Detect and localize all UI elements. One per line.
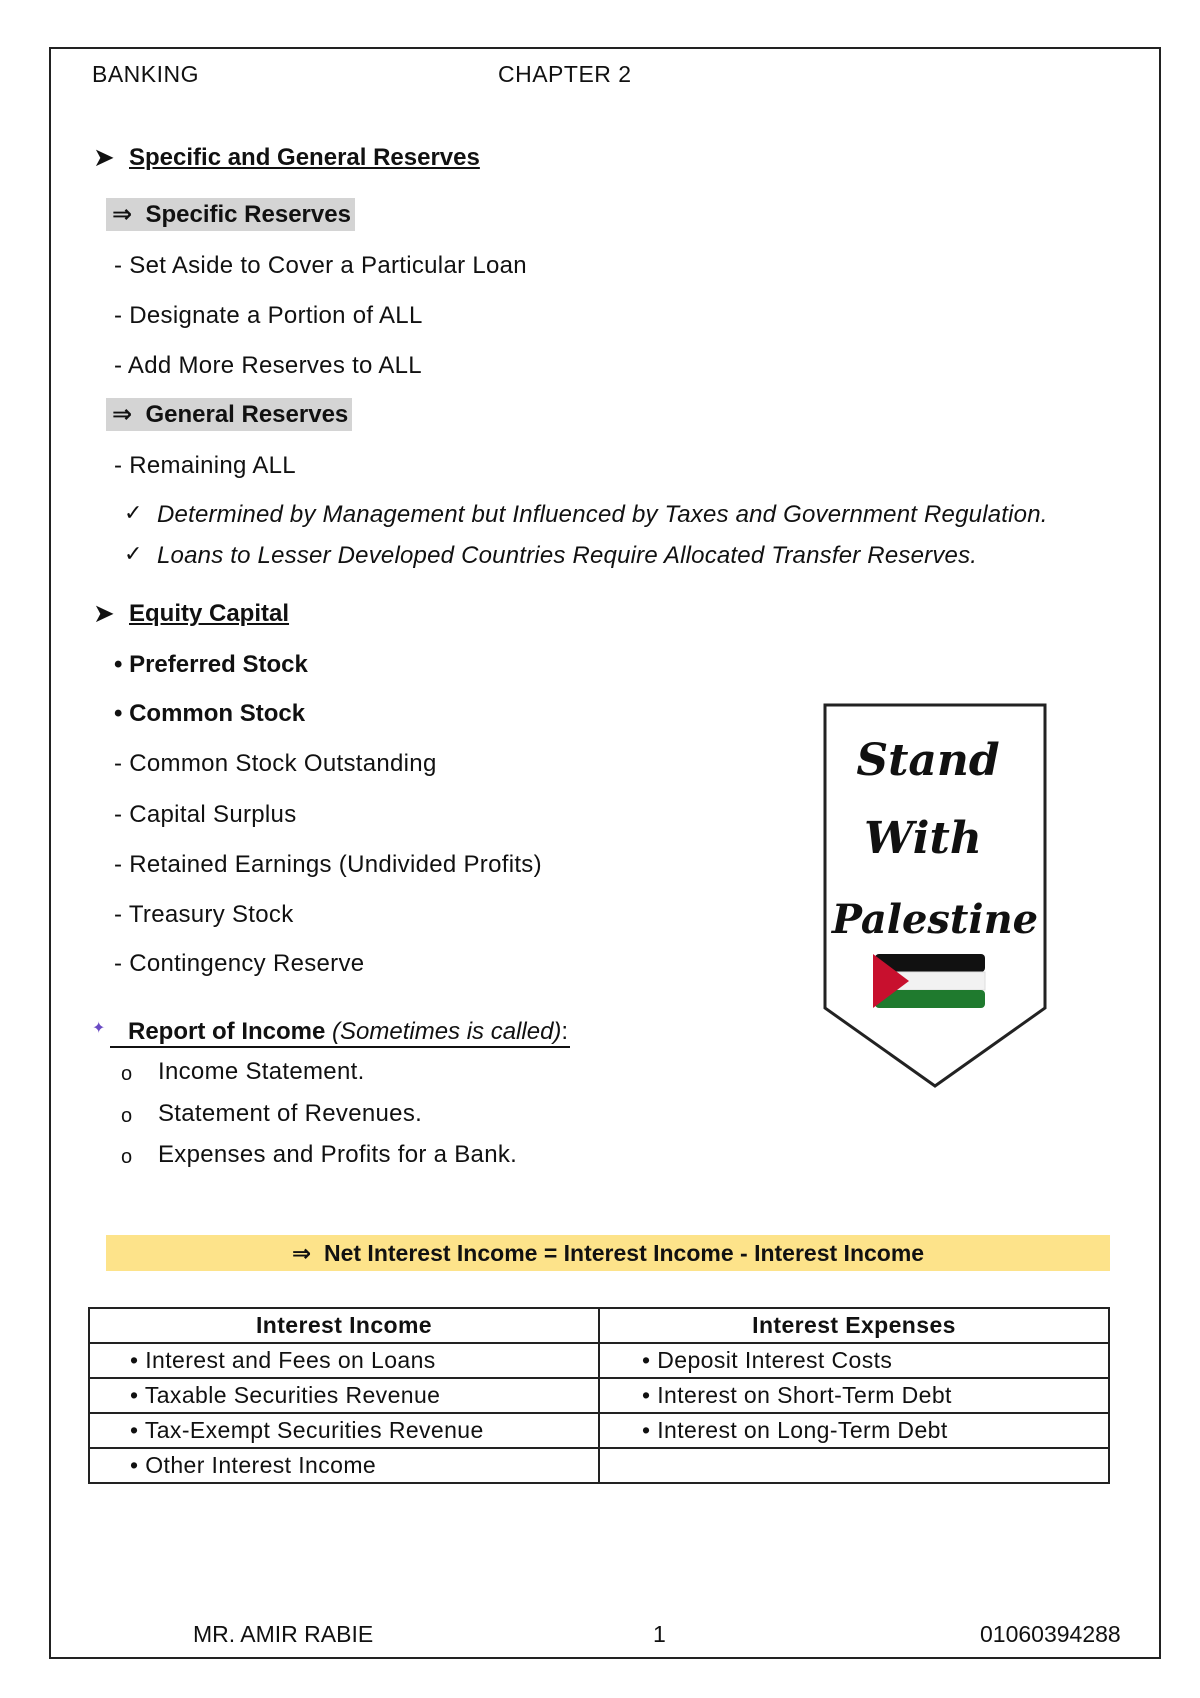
section3-title-note: (Sometimes is called) bbox=[332, 1018, 562, 1045]
bullet-item bbox=[114, 651, 308, 679]
list-item: - Capital Surplus bbox=[114, 801, 297, 828]
table-header: Interest Expenses bbox=[599, 1308, 1109, 1343]
table-header: Interest Income bbox=[89, 1308, 599, 1343]
header-chapter: CHAPTER 2 bbox=[498, 61, 632, 87]
section-title-income bbox=[110, 1018, 570, 1048]
note-item: Loans to Lesser Developed Countries Require Allocated Transfer Reserves. bbox=[157, 542, 978, 569]
table-header-row bbox=[89, 1308, 1109, 1343]
double-arrow-icon: ⇒ bbox=[112, 401, 133, 428]
list-item: Income Statement. bbox=[158, 1058, 365, 1085]
banner-line1: Stand bbox=[856, 735, 1000, 786]
list-item: Expenses and Profits for a Bank. bbox=[158, 1141, 518, 1168]
list-item: - Treasury Stock bbox=[114, 901, 294, 928]
table-cell bbox=[599, 1448, 1109, 1483]
header-subject: BANKING bbox=[92, 61, 200, 87]
bullet-item bbox=[114, 700, 305, 728]
palestine-flag-icon bbox=[873, 954, 985, 1008]
double-arrow-icon: ⇒ bbox=[112, 201, 133, 228]
banner-line2: With bbox=[864, 813, 982, 864]
table-cell: • Deposit Interest Costs bbox=[599, 1343, 1109, 1378]
note-item: Determined by Management but Influenced by Taxes and Government Regulation. bbox=[157, 501, 1048, 528]
table-row bbox=[89, 1413, 1109, 1448]
section-title-equity: Equity Capital bbox=[129, 600, 290, 627]
checkmark-icon: ✓ bbox=[124, 500, 143, 525]
footer-page-number: 1 bbox=[653, 1621, 666, 1647]
bullet-icon: • bbox=[114, 700, 123, 727]
net-interest-formula bbox=[106, 1235, 1110, 1271]
subheading-label: General Reserves bbox=[145, 401, 349, 428]
formula-text: Net Interest Income = Interest Income - Interest Income bbox=[323, 1240, 925, 1266]
table-cell: • Interest and Fees on Loans bbox=[89, 1343, 599, 1378]
list-item: - Designate a Portion of ALL bbox=[114, 302, 423, 329]
table-cell: • Taxable Securities Revenue bbox=[89, 1378, 599, 1413]
list-item: - Contingency Reserve bbox=[114, 950, 365, 977]
section-title-reserves: Specific and General Reserves bbox=[129, 144, 480, 171]
interest-table bbox=[88, 1307, 1110, 1484]
circle-bullet-icon: o bbox=[121, 1063, 133, 1085]
table-cell: • Other Interest Income bbox=[89, 1448, 599, 1483]
double-arrow-icon: ⇒ bbox=[291, 1240, 312, 1266]
bullet-label: Common Stock bbox=[129, 700, 306, 727]
table-cell: • Tax-Exempt Securities Revenue bbox=[89, 1413, 599, 1448]
table-cell: • Interest on Short-Term Debt bbox=[599, 1378, 1109, 1413]
circle-bullet-icon: o bbox=[121, 1105, 133, 1127]
arrow-bullet-icon: ➤ bbox=[93, 598, 115, 628]
table-row bbox=[89, 1378, 1109, 1413]
bullet-icon: • bbox=[114, 651, 123, 678]
footer-phone: 01060394288 bbox=[980, 1621, 1121, 1647]
banner-shape bbox=[823, 703, 1047, 1088]
list-item: - Add More Reserves to ALL bbox=[114, 352, 422, 379]
list-item: - Remaining ALL bbox=[114, 452, 296, 479]
list-item: Statement of Revenues. bbox=[158, 1100, 423, 1127]
list-item: - Retained Earnings (Undivided Profits) bbox=[114, 851, 542, 878]
table-row bbox=[89, 1448, 1109, 1483]
subheading-general-reserves bbox=[106, 398, 352, 431]
bullet-label: Preferred Stock bbox=[129, 651, 308, 678]
arrow-bullet-icon: ➤ bbox=[93, 142, 115, 172]
stand-with-palestine-banner bbox=[823, 703, 1047, 1088]
table-row bbox=[89, 1343, 1109, 1378]
list-item: - Set Aside to Cover a Particular Loan bbox=[114, 252, 527, 279]
subheading-specific-reserves bbox=[106, 198, 355, 231]
list-item: - Common Stock Outstanding bbox=[114, 750, 437, 777]
circle-bullet-icon: o bbox=[121, 1146, 133, 1168]
section3-title-text: Report of Income bbox=[128, 1018, 326, 1045]
checkmark-icon: ✓ bbox=[124, 541, 143, 566]
subheading-label: Specific Reserves bbox=[145, 201, 351, 228]
banner-line3: Palestine bbox=[831, 896, 1039, 943]
section3-title-colon: : bbox=[561, 1018, 569, 1045]
footer-author: MR. AMIR RABIE bbox=[193, 1621, 374, 1647]
table-cell: • Interest on Long-Term Debt bbox=[599, 1413, 1109, 1448]
diamond-bullet-icon: ✦ bbox=[92, 1020, 106, 1037]
